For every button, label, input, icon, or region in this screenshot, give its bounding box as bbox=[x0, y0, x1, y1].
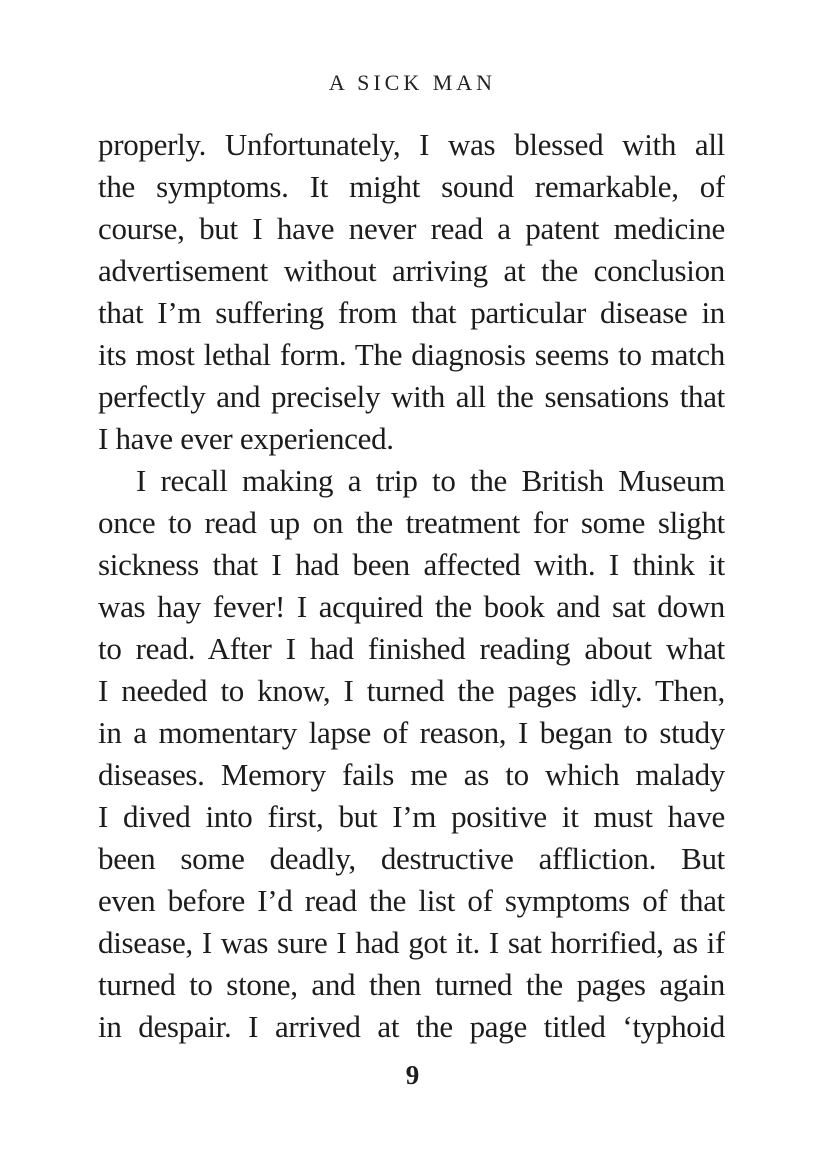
paragraph bbox=[98, 460, 725, 1048]
page-number: 9 bbox=[405, 1060, 420, 1090]
text-line: I dived into first, but I’m positive it must have bbox=[98, 799, 725, 834]
text-line: I needed to know, I turned the pages idly. Then, bbox=[98, 673, 725, 708]
text-line: been some deadly, destructive affliction. But bbox=[98, 841, 725, 876]
text-line: I have ever experienced. bbox=[98, 421, 394, 456]
text-line: advertisement without arriving at the conclusion bbox=[98, 253, 725, 288]
text-line: properly. Unfortunately, I was blessed with all bbox=[98, 127, 725, 162]
text-line: disease, I was sure I had got it. I sat horrified, as if bbox=[98, 925, 725, 960]
text-line: its most lethal form. The diagnosis seems to match bbox=[98, 337, 725, 372]
text-line: that I’m suffering from that particular disease in bbox=[98, 295, 725, 330]
text-line: once to read up on the treatment for some slight bbox=[98, 505, 725, 540]
body-text bbox=[98, 124, 725, 1048]
text-line: in despair. I arrived at the page titled ‘typhoid bbox=[98, 1009, 725, 1044]
text-line: I recall making a trip to the British Museum bbox=[136, 463, 725, 498]
paragraph bbox=[98, 124, 725, 460]
text-line: diseases. Memory fails me as to which malady bbox=[98, 757, 725, 792]
running-head-chapter-title: A SICK MAN bbox=[328, 70, 497, 95]
text-line: perfectly and precisely with all the sensations that bbox=[98, 379, 725, 414]
text-line: was hay fever! I acquired the book and sat down bbox=[98, 589, 725, 624]
text-line: in a momentary lapse of reason, I began to study bbox=[98, 715, 725, 750]
text-line: even before I’d read the list of symptoms of that bbox=[98, 883, 725, 918]
text-line: sickness that I had been affected with. I think it bbox=[98, 547, 725, 582]
text-line: turned to stone, and then turned the pages again bbox=[98, 967, 725, 1002]
text-line: the symptoms. It might sound remarkable, of bbox=[98, 169, 725, 204]
text-line: course, but I have never read a patent medicine bbox=[98, 211, 725, 246]
text-line: to read. After I had finished reading about what bbox=[98, 631, 725, 666]
